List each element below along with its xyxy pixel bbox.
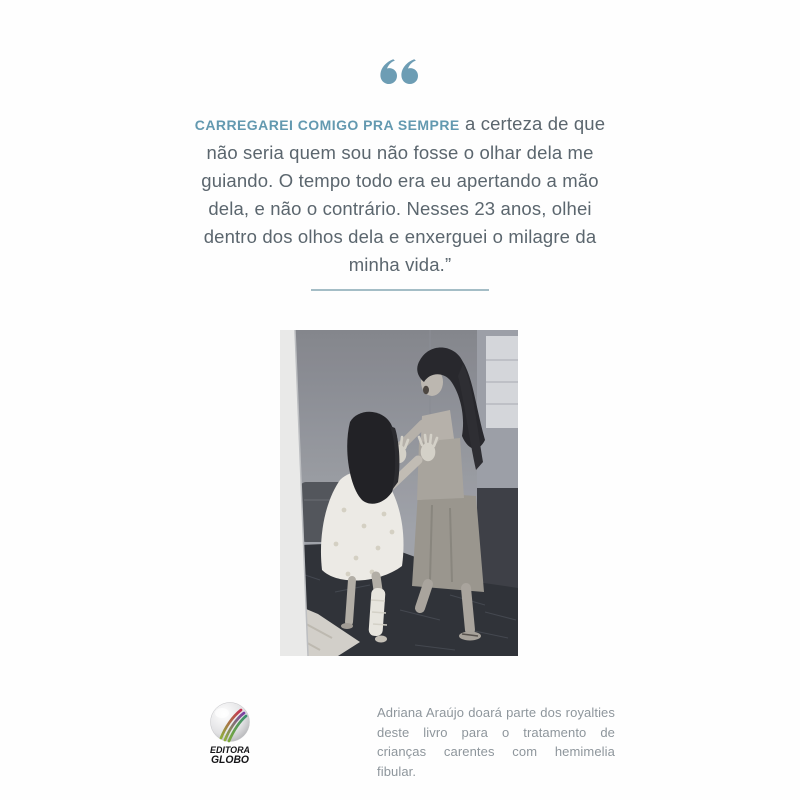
quote-body: a certeza de que não seria quem sou não fosse o olhar dela me guiando. O tempo todo era eu apertando a mão dela, e não o contrário. Nesses 23 anos, olhei dentro dos olhos dela e enxerguei o milagre da minha vida.” bbox=[201, 113, 606, 275]
publisher-name-line2: GLOBO bbox=[211, 754, 250, 766]
divider-line bbox=[311, 289, 489, 291]
family-photo-illustration bbox=[280, 330, 518, 656]
family-photo bbox=[280, 330, 518, 656]
publisher-name-line1: EDITORA bbox=[210, 745, 250, 755]
quote-lead-in: CARREGAREI COMIGO PRA SEMPRE bbox=[194, 117, 460, 133]
opening-quote-icon bbox=[378, 58, 422, 88]
quote-text bbox=[193, 110, 607, 279]
royalties-note: Adriana Araújo doará parte dos royalties deste livro para o tratamento de crianças carentes com hemimelia fibular. bbox=[377, 705, 615, 779]
editora-globo-logo bbox=[207, 701, 257, 767]
